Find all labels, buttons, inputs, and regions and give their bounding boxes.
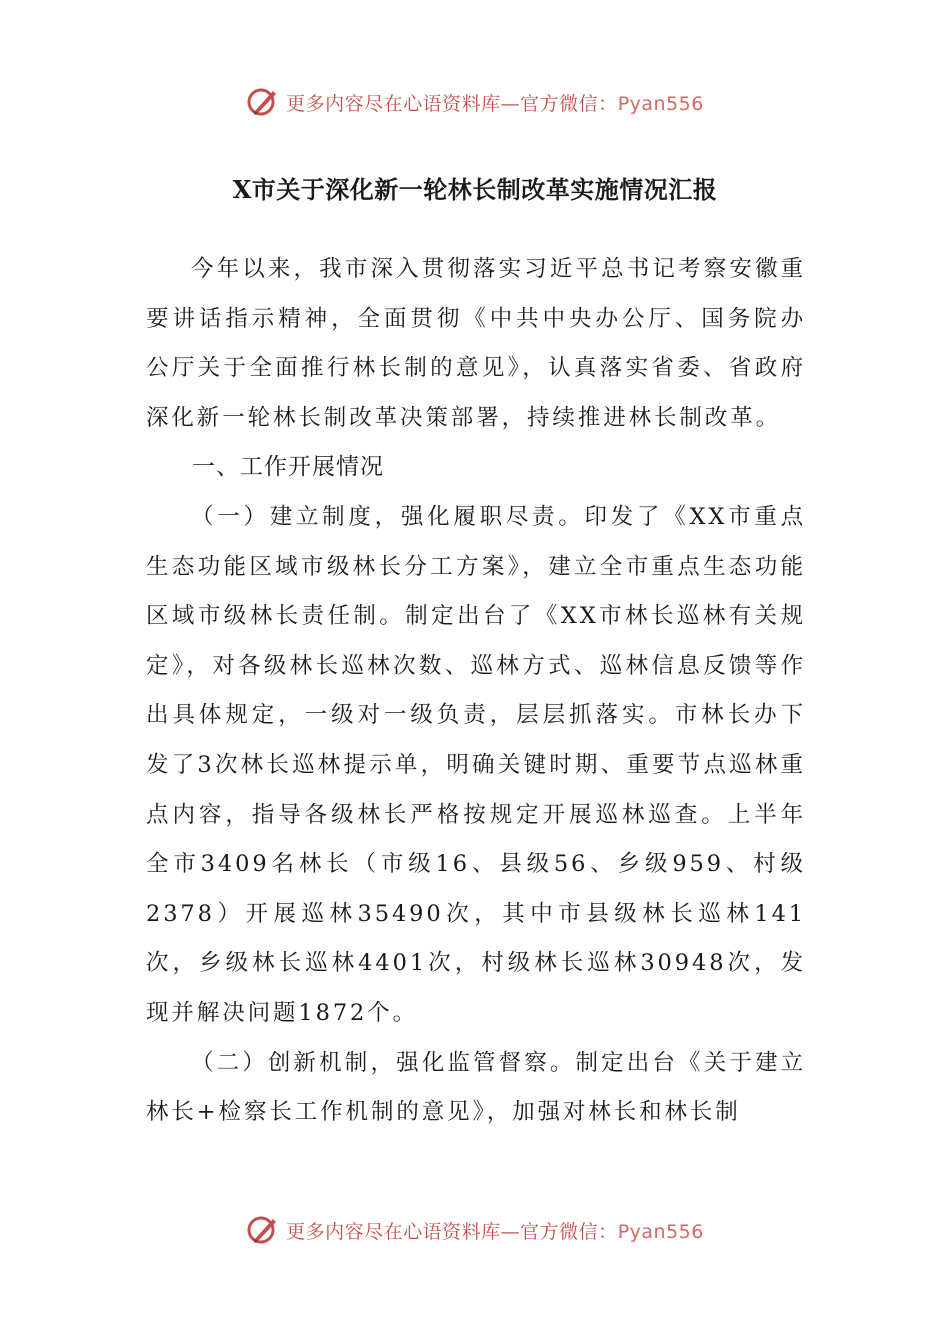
watermark-brand: 更多内容尽在心语资料库 [286, 1220, 501, 1243]
watermark-text [286, 1217, 704, 1244]
subsection-paragraph-1: （一）建立制度，强化履职尽责。印发了《XX市重点生态功能区域市级林长分工方案》，建立全市重点生态功能区域市级林长责任制。制定出台了《XX市林长巡林有关规定》，对各级林长巡林次数、巡林方式、巡林信息反馈等作出具体规定，一级对一级负责，层层抓落实。市林长办下发了3次林长巡林提示单，明确关键时期、重要节点巡林重点内容，指导各级林长严格按规定开展巡林巡查。上半年全市3409名林长（市级16、县级56、乡级959、村级2378）开展巡林35490次，其中市县级林长巡林141次，乡级林长巡林4401次，村级林长巡林30948次，发现并解决问题1872个。 [146, 503, 806, 1026]
subsection-paragraph-2: （二）创新机制，强化监管督察。制定出台《关于建立林长+检察长工作机制的意见》，加强对林长和林长制 [146, 1049, 806, 1126]
pen-circle-logo-icon [246, 1213, 280, 1247]
watermark-text [286, 89, 704, 116]
watermark-wechat-id: Pyan556 [617, 92, 704, 115]
footer-watermark [0, 1208, 950, 1252]
pen-circle-logo-icon [246, 85, 280, 119]
watermark-separator: — [500, 92, 521, 115]
document-title: X市关于深化新一轮林长制改革实施情况汇报 [232, 175, 718, 204]
watermark-wechat-id: Pyan556 [617, 1220, 704, 1243]
watermark-brand: 更多内容尽在心语资料库 [286, 92, 501, 115]
watermark-official-label: 官方微信： [520, 1220, 618, 1243]
watermark-separator: — [500, 1220, 521, 1243]
intro-paragraph: 今年以来，我市深入贯彻落实习近平总书记考察安徽重要讲话指示精神，全面贯彻《中共中央办公厅、国务院办公厅关于全面推行林长制的意见》，认真落实省委、省政府深化新一轮林长制改革决策部署，持续推进林长制改革。 [146, 256, 806, 431]
document-body [146, 245, 806, 1138]
section-heading: 一、工作开展情况 [192, 454, 384, 481]
watermark-official-label: 官方微信： [520, 92, 618, 115]
header-watermark [0, 80, 950, 124]
